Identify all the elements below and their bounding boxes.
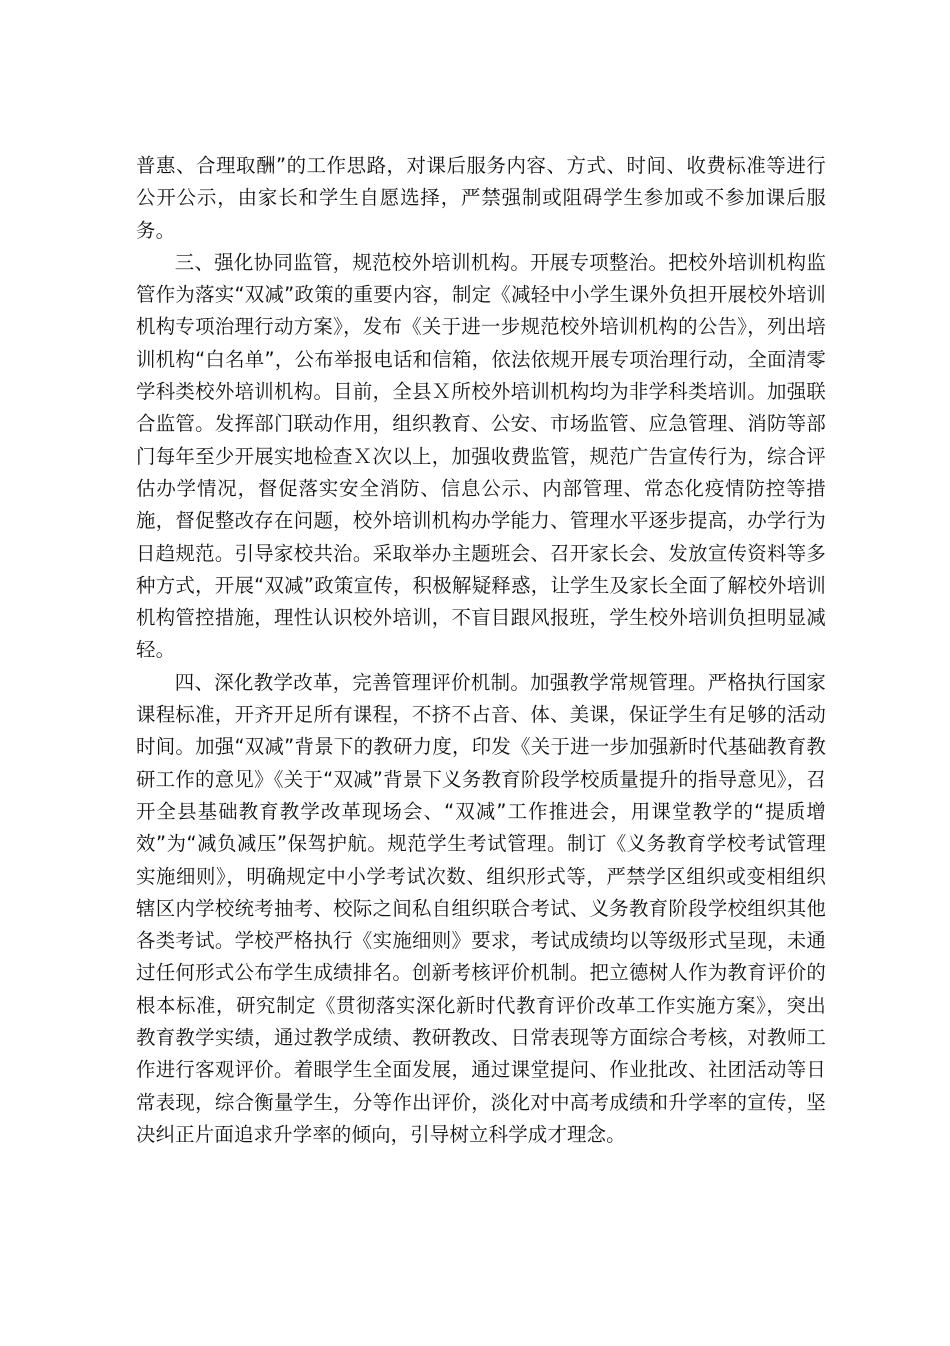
paragraph-continuation: 普惠、合理取酬”的工作思路，对课后服务内容、方式、时间、收费标准等进行公开公示，由家长和学生自愿选择，严禁强制或阻碍学生参加或不参加课后服务。 [136,154,826,242]
paragraph-section-three: 三、强化协同监管，规范校外培训机构。开展专项整治。把校外培训机构监管作为落实“双减”政策的重要内容，制定《减轻中小学生课外负担开展校外培训机构专项治理行动方案》，发布《关于进一步规范校外培训机构的公告》，列出培训机构“白名单”，公布举报电话和信箱，依法依规开展专项治理行动，全面清零学科类校外培训机构。目前，全县Ｘ所校外培训机构均为非学科类培训。加强联合监管。发挥部门联动作用，组织教育、公安、市场监管、应急管理、消防等部门每年至少开展实地检查Ｘ次以上，加强收费监管，规范广告宣传行为，综合评估办学情况，督促落实安全消防、信息公示、内部管理、常态化疫情防控等措施，督促整改存在问题，校外培训机构办学能力、管理水平逐步提高，办学行为日趋规范。引导家校共治。采取举办主题班会、召开家长会、发放宣传资料等多种方式，开展“双减”政策宣传，积极解疑释惑，让学生及家长全面了解校外培训机构管控措施，理性认识校外培训，不盲目跟风报班，学生校外培训负担明显减轻。 [136,250,826,662]
document-page [136,150,826,1151]
paragraph-section-four: 四、深化教学改革，完善管理评价机制。加强教学常规管理。严格执行国家课程标准，开齐开足所有课程，不挤不占音、体、美课，保证学生有足够的活动时间。加强“双减”背景下的教研力度，印发《关于进一步加强新时代基础教育教研工作的意见》《关于“双减”背景下义务教育阶段学校质量提升的指导意见》，召开全县基础教育教学改革现场会、“双减”工作推进会，用课堂教学的“提质增效”为“减负减压”保驾护航。规范学生考试管理。制订《义务教育学校考试管理实施细则》，明确规定中小学考试次数、组织形式等，严禁学区组织或变相组织辖区内学校统考抽考、校际之间私自组织联合考试、义务教育阶段学校组织其他各类考试。学校严格执行《实施细则》要求，考试成绩均以等级形式呈现，未通过任何形式公布学生成绩排名。创新考核评价机制。把立德树人作为教育评价的根本标准，研究制定《贯彻落实深化新时代教育评价改革工作实施方案》，突出教育教学实绩，通过教学成绩、教研教改、日常表现等方面综合考核，对教师工作进行客观评价。着眼学生全面发展，通过课堂提问、作业批改、社团活动等日常表现，综合衡量学生，分等作出评价，淡化对中高考成绩和升学率的宣传，坚决纠正片面追求升学率的倾向，引导树立科学成才理念。 [136,670,826,1146]
